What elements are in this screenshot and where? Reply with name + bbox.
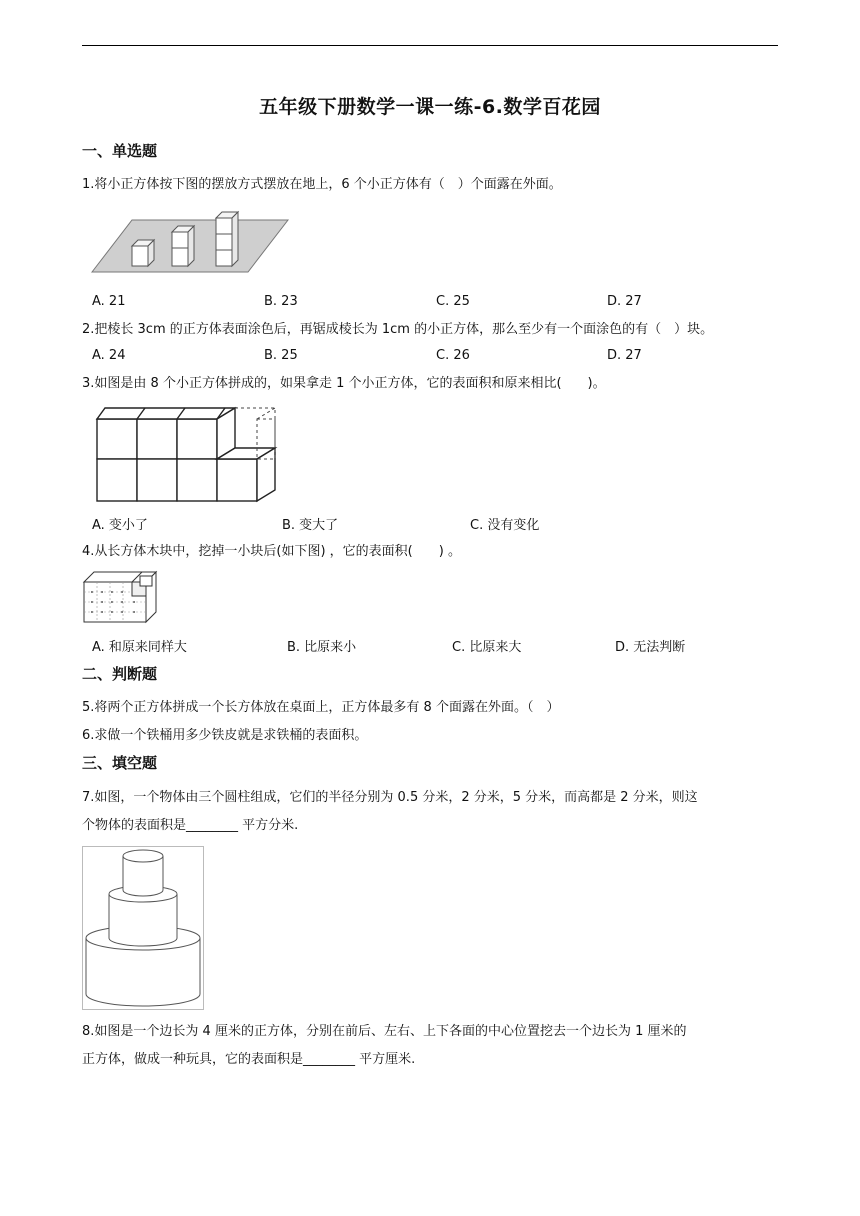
- question-1-text: 1.将小正方体按下图的摆放方式摆放在地上，6 个小正方体有（ ）个面露在外面。: [82, 177, 562, 192]
- question-2-text: 2.把棱长 3cm 的正方体表面涂色后，再锯成棱长为 1cm 的小正方体，那么至少有一个面涂色的有（ ）块。: [82, 322, 714, 337]
- question-4-text: 4.从长方体木块中，挖掉一小块后(如下图) ，它的表面积( ) 。: [82, 544, 461, 559]
- q1-option-d[interactable]: D. 27: [607, 294, 642, 309]
- question-8-line-1: 8.如图是一个边长为 4 厘米的正方体，分别在前后、左右、上下各面的中心位置挖去一个边长为 1 厘米的: [82, 1024, 687, 1039]
- section-heading-fill-blank: 三、填空题: [82, 754, 158, 772]
- q4-option-c[interactable]: C. 比原来大: [452, 640, 522, 655]
- question-7-line-2: 个物体的表面积是________ 平方分米.: [82, 818, 299, 833]
- page-title: 五年级下册数学一课一练-6.数学百花园: [259, 96, 601, 118]
- q3-option-a[interactable]: A. 变小了: [92, 518, 148, 533]
- q2-option-b[interactable]: B. 25: [264, 348, 298, 363]
- question-7-figure: [82, 846, 204, 1010]
- q3-option-c[interactable]: C. 没有变化: [470, 518, 540, 533]
- section-heading-single-choice: 一、单选题: [82, 142, 158, 160]
- q2-option-a[interactable]: A. 24: [92, 348, 126, 363]
- q4-option-a[interactable]: A. 和原来同样大: [92, 640, 187, 655]
- q2-option-c[interactable]: C. 26: [436, 348, 470, 363]
- question-5-text: 5.将两个正方体拼成一个长方体放在桌面上，正方体最多有 8 个面露在外面。（ ）: [82, 700, 560, 715]
- question-6-text: 6.求做一个铁桶用多少铁皮就是求铁桶的表面积。: [82, 728, 368, 743]
- question-3-text: 3.如图是由 8 个小正方体拼成的，如果拿走 1 个小正方体，它的表面积和原来相比( )。: [82, 376, 606, 391]
- q1-option-a[interactable]: A. 21: [92, 294, 126, 309]
- question-3-figure: [92, 404, 282, 504]
- section-heading-true-false: 二、判断题: [82, 665, 158, 683]
- q3-option-b[interactable]: B. 变大了: [282, 518, 339, 533]
- q4-option-d[interactable]: D. 无法判断: [615, 640, 686, 655]
- question-8-line-2: 正方体，做成一种玩具，它的表面积是________ 平方厘米.: [82, 1052, 416, 1067]
- q2-option-d[interactable]: D. 27: [607, 348, 642, 363]
- header-rule: [82, 45, 778, 46]
- q1-option-c[interactable]: C. 25: [436, 294, 470, 309]
- q1-option-b[interactable]: B. 23: [264, 294, 298, 309]
- question-4-figure: [82, 570, 162, 626]
- q4-option-b[interactable]: B. 比原来小: [287, 640, 357, 655]
- question-1-figure: [92, 208, 288, 284]
- question-7-line-1: 7.如图，一个物体由三个圆柱组成，它们的半径分别为 0.5 分米，2 分米，5 分米，而高都是 2 分米，则这: [82, 790, 698, 805]
